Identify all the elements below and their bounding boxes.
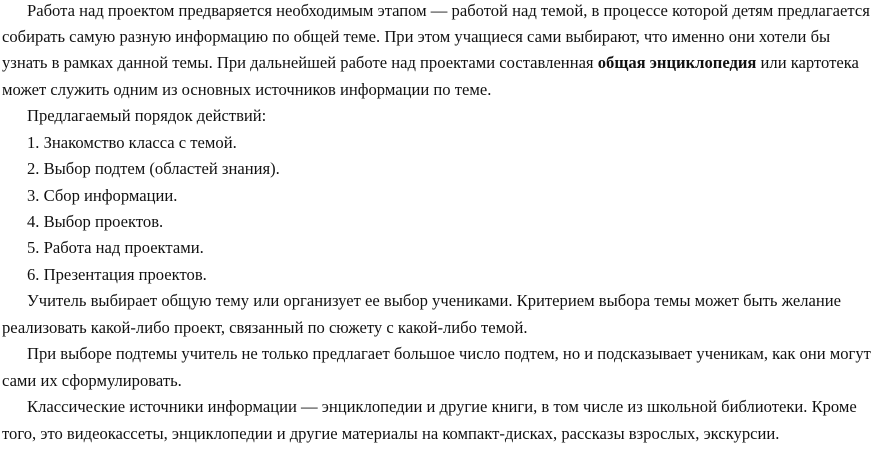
paragraph-1-line-3 bbox=[2, 53, 859, 73]
step-item-3: 3. Сбор информации. bbox=[27, 186, 178, 205]
steps-intro: Предлагаемый порядок действий: bbox=[27, 106, 267, 125]
step-item-2: 2. Выбор подтем (областей знания). bbox=[27, 159, 280, 178]
step-item-5: 5. Работа над проектами. bbox=[27, 238, 204, 257]
paragraph-1-line-4: может служить одним из основных источников информации по теме. bbox=[2, 80, 492, 99]
step-item-6: 6. Презентация проектов. bbox=[27, 265, 207, 284]
paragraph-2-line-2: реализовать какой-либо проект, связанный по сюжету с какой-либо темой. bbox=[2, 318, 528, 337]
bold-term-encyclopedia: общая энциклопедия bbox=[597, 53, 757, 72]
paragraph-1-line-2: собирать самую разную информацию по общей теме. При этом учащиеся сами выбирают, что именно они хотели бы bbox=[2, 27, 831, 46]
paragraph-4-line-2: того, это видеокассеты, энциклопедии и другие материалы на компакт-дисках, рассказы взрослых, экскурсии. bbox=[2, 424, 780, 443]
paragraph-3-line-1: При выборе подтемы учитель не только предлагает большое число подтем, но и подсказывает ученикам, как они могут bbox=[27, 344, 871, 363]
paragraph-3-line-2: сами их сформулировать. bbox=[2, 371, 182, 390]
paragraph-4-line-1: Классические источники информации — энциклопедии и другие книги, в том числе из школьной библиотеки. Кроме bbox=[27, 397, 857, 416]
paragraph-2-line-1: Учитель выбирает общую тему или организует ее выбор учениками. Критерием выбора темы может быть желание bbox=[27, 291, 842, 310]
step-item-1: 1. Знакомство класса с темой. bbox=[27, 133, 237, 152]
step-item-4: 4. Выбор проектов. bbox=[27, 212, 164, 231]
paragraph-1-line-3-text-b: или картотека bbox=[756, 53, 859, 72]
paragraph-1-line-1: Работа над проектом предваряется необходимым этапом — работой над темой, в процессе которой детям предлагается bbox=[27, 1, 870, 20]
paragraph-1-line-3-text-a: узнать в рамках данной темы. При дальнейшей работе над проектами составленная bbox=[2, 53, 598, 72]
